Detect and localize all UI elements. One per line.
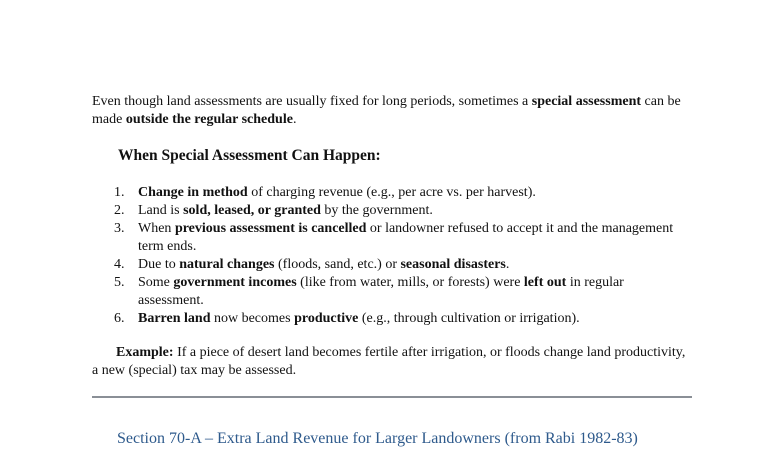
example-text: If a piece of desert land becomes fertile after irrigation, or floods change land productivity, a new (special) tax may be assessed. [92,345,686,378]
list-item-text: of charging revenue (e.g., per acre vs. per harvest). [247,185,536,200]
list-item-bold-text: seasonal disasters [400,257,506,272]
section-heading: When Special Assessment Can Happen: [118,147,381,164]
list-item-bold-text: left out [523,275,567,290]
next-section-title: Section 70-A – Extra Land Revenue for Larger Landowners (from Rabi 1982-83) [117,430,638,447]
list-item-bold-text: previous assessment is cancelled [174,221,367,236]
list-item [92,202,692,220]
list-item-bold-text: sold, leased, or granted [183,203,321,218]
list-item-number: 5. [114,275,125,290]
list-item [92,256,692,274]
intro-paragraph [92,93,692,129]
list-item-number: 2. [114,203,125,218]
list-item [92,220,692,256]
list-item-number: 1. [114,185,125,200]
list-item-text: or landowner refused to accept it and the management term ends. [138,221,674,254]
list-item-text: . [505,257,510,272]
list-item-text: (like from water, mills, or forests) were [296,275,524,290]
intro-bold-special-assessment: special assessment [531,94,642,109]
list-item-text: Due to [138,257,180,272]
list-item-bold-text: natural changes [179,257,275,272]
example-label: Example: [116,345,174,360]
list-item-text: Some [138,275,174,290]
list-item-bold-text: productive [294,311,359,326]
intro-text-3: . [292,112,297,127]
list-item [92,310,692,328]
list-item-text: by the government. [320,203,433,218]
list-item-bold-text: Barren land [138,311,211,326]
list-item-bold-text: Change in method [138,185,248,200]
intro-text-2: can be made [92,94,681,127]
list-item [92,184,692,202]
intro-text-1: Even though land assessments are usually fixed for long periods, sometimes a [92,94,532,109]
list-item-text: (e.g., through cultivation or irrigation). [358,311,580,326]
cases-list [92,184,692,328]
list-item-text: Land is [138,203,184,218]
horizontal-divider [92,396,692,398]
list-item-text: now becomes [210,311,295,326]
list-item-number: 4. [114,257,125,272]
list-item [92,274,692,310]
list-item-text: When [138,221,175,236]
intro-bold-outside-schedule: outside the regular schedule [125,112,293,127]
example-paragraph [92,344,692,380]
list-item-text: (floods, sand, etc.) or [274,257,401,272]
list-item-number: 3. [114,221,125,236]
list-item-number: 6. [114,311,125,326]
list-item-bold-text: government incomes [173,275,297,290]
list-item-text: in regular assessment. [138,275,624,308]
